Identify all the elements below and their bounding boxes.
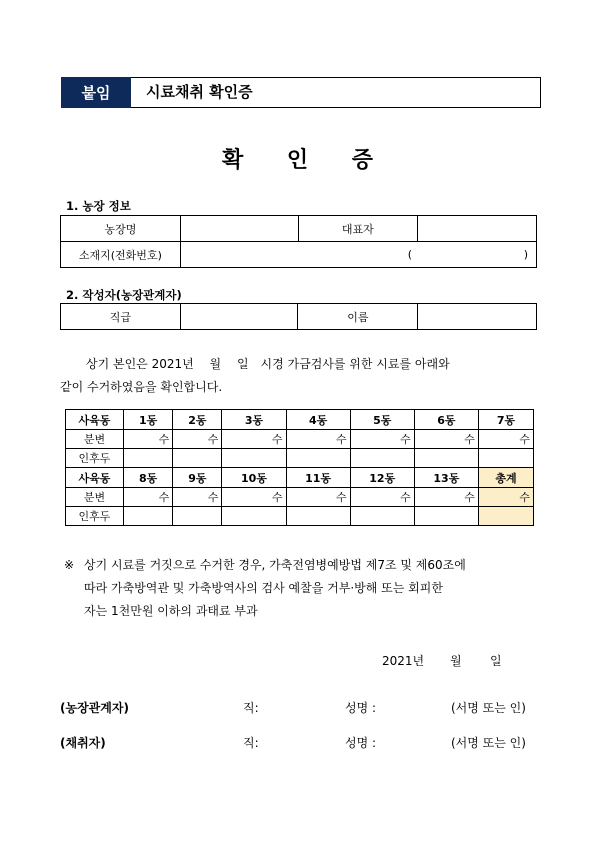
- date-month: 월: [450, 654, 462, 668]
- swab-count-cell[interactable]: [173, 449, 222, 468]
- swab-count-cell[interactable]: [222, 507, 286, 526]
- sample-table: [65, 409, 534, 526]
- notice-line2: 따라 가축방역관 및 가축방역사의 검사 예찰을 거부·방해 또는 회피한: [84, 581, 443, 595]
- table-row: [66, 449, 534, 468]
- signature-name-collector: 성명 :: [345, 736, 377, 750]
- date-day: 일: [490, 654, 502, 668]
- section1-heading: 1. 농장 정보: [66, 199, 131, 213]
- farm-name-field[interactable]: [180, 216, 298, 242]
- feces-count-cell[interactable]: 수: [173, 430, 222, 449]
- feces-count-cell[interactable]: 수: [222, 430, 286, 449]
- barn-number: 6동: [414, 410, 478, 430]
- swab-count-cell[interactable]: [414, 449, 478, 468]
- date-year: 2021년: [382, 654, 425, 668]
- swab-count-cell[interactable]: [350, 449, 414, 468]
- feces-header: 분변: [66, 488, 124, 507]
- barn-number: 11동: [286, 468, 350, 488]
- table-row: [66, 488, 534, 507]
- table-row: [66, 410, 534, 430]
- representative-label: 대표자: [298, 216, 418, 242]
- swab-count-cell[interactable]: [286, 449, 350, 468]
- feces-count-cell[interactable]: 수: [124, 488, 173, 507]
- barn-number: 1동: [124, 410, 173, 430]
- swab-count-cell[interactable]: [173, 507, 222, 526]
- name-field[interactable]: [418, 304, 537, 330]
- statement-line2: 같이 수거하였음을 확인합니다.: [60, 380, 223, 394]
- position-label: 직급: [61, 304, 181, 330]
- barn-number: 4동: [286, 410, 350, 430]
- feces-count-cell[interactable]: 수: [350, 488, 414, 507]
- signature-sign-collector[interactable]: (서명 또는 인): [451, 736, 526, 750]
- representative-field[interactable]: [418, 216, 537, 242]
- attachment-header-box: [61, 77, 541, 108]
- document-title: 확 인 증: [221, 148, 392, 173]
- attachment-tag: 붙임: [61, 77, 131, 108]
- barn-number: 2동: [173, 410, 222, 430]
- barn-number: 8동: [124, 468, 173, 488]
- signature-role-collector: (채취자): [60, 736, 106, 750]
- barn-number: 7동: [478, 410, 533, 430]
- notice-line3: 자는 1천만원 이하의 과태료 부과: [84, 604, 258, 618]
- position-field[interactable]: [180, 304, 298, 330]
- name-label: 이름: [298, 304, 418, 330]
- barn-number: 12동: [350, 468, 414, 488]
- barn-number: 13동: [414, 468, 478, 488]
- feces-count-cell[interactable]: 수: [350, 430, 414, 449]
- writer-table: [60, 303, 537, 330]
- notice-mark: ※: [64, 558, 75, 572]
- feces-count-cell[interactable]: 수: [478, 430, 533, 449]
- table-row: [66, 468, 534, 488]
- swab-count-cell[interactable]: [478, 507, 533, 526]
- signature-role-farm: (농장관계자): [60, 701, 129, 715]
- farm-name-label: 농장명: [61, 216, 181, 242]
- feces-count-cell[interactable]: 수: [414, 488, 478, 507]
- address-label: 소재지(전화번호): [61, 242, 181, 268]
- feces-count-cell[interactable]: 수: [286, 488, 350, 507]
- signature-position-collector: 직:: [243, 736, 259, 750]
- signature-name-farm: 성명 :: [345, 701, 377, 715]
- swab-header: 인후두: [66, 449, 124, 468]
- statement-line1: 상기 본인은 2021년 월 일 시경 가금검사를 위한 시료를 아래와: [86, 357, 450, 371]
- swab-count-cell[interactable]: [478, 449, 533, 468]
- barn-number: 3동: [222, 410, 286, 430]
- swab-count-cell[interactable]: [222, 449, 286, 468]
- address-field[interactable]: [180, 242, 536, 268]
- attachment-title: 시료채취 확인증: [146, 83, 253, 101]
- swab-count-cell[interactable]: [124, 449, 173, 468]
- signature-sign-farm[interactable]: (서명 또는 인): [451, 701, 526, 715]
- barn-number: 5동: [350, 410, 414, 430]
- notice-line1: 상기 시료를 거짓으로 수거한 경우, 가축전염병예방법 제7조 및 제60조에: [84, 558, 466, 572]
- feces-count-cell[interactable]: 수: [286, 430, 350, 449]
- signature-position-farm: 직:: [243, 701, 259, 715]
- farm-info-table: [60, 215, 537, 268]
- swab-count-cell[interactable]: [286, 507, 350, 526]
- feces-header: 분변: [66, 430, 124, 449]
- barn-header: 사육동: [66, 410, 124, 430]
- total-header: 총계: [478, 468, 533, 488]
- barn-header: 사육동: [66, 468, 124, 488]
- swab-count-cell[interactable]: [350, 507, 414, 526]
- swab-header: 인후두: [66, 507, 124, 526]
- barn-number: 9동: [173, 468, 222, 488]
- section2-heading: 2. 작성자(농장관계자): [66, 288, 182, 302]
- swab-count-cell[interactable]: [124, 507, 173, 526]
- swab-count-cell[interactable]: [414, 507, 478, 526]
- feces-count-cell[interactable]: 수: [222, 488, 286, 507]
- feces-count-cell[interactable]: 수: [414, 430, 478, 449]
- table-row: [66, 507, 534, 526]
- barn-number: 10동: [222, 468, 286, 488]
- phone-close-paren: ): [523, 248, 529, 261]
- feces-count-cell[interactable]: 수: [124, 430, 173, 449]
- feces-count-cell[interactable]: 수: [173, 488, 222, 507]
- feces-count-cell[interactable]: 수: [478, 488, 533, 507]
- table-row: [66, 430, 534, 449]
- phone-open-paren: (: [407, 248, 413, 261]
